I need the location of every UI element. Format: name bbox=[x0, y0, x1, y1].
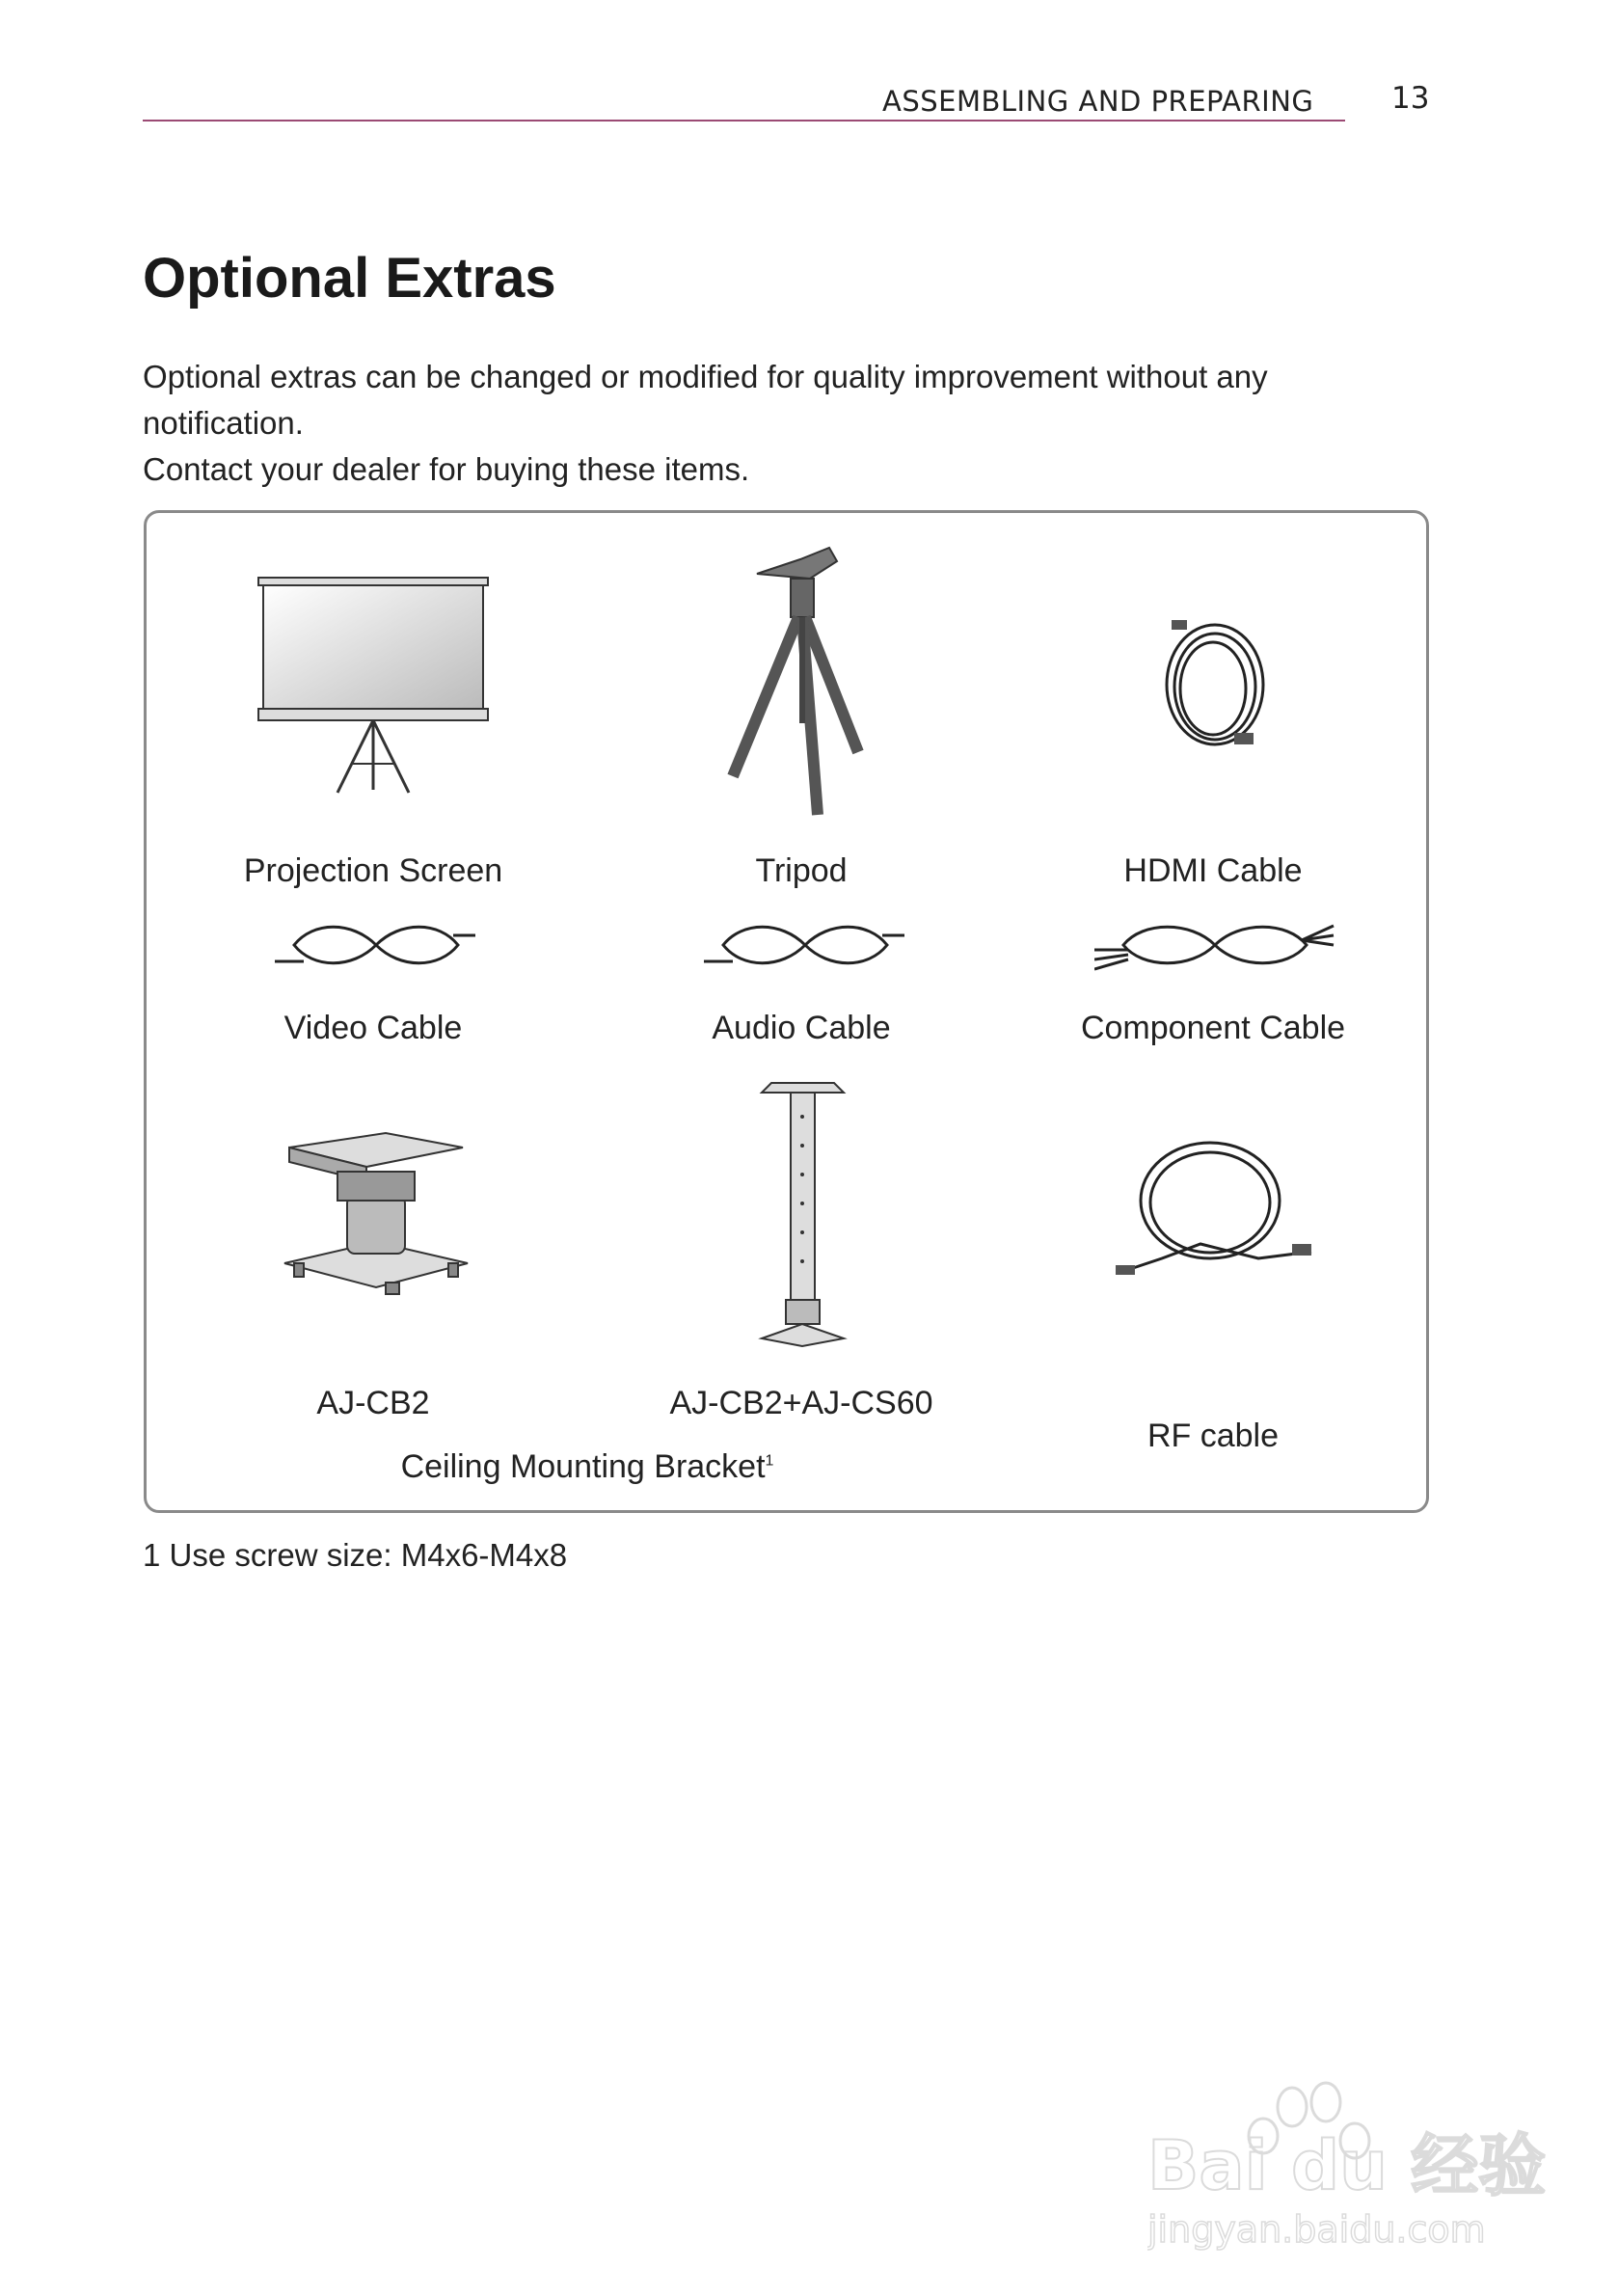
footnote: 1 Use screw size: M4x6-M4x8 bbox=[143, 1537, 568, 1573]
item-label-projection-screen: Projection Screen bbox=[243, 852, 503, 889]
projection-screen-icon bbox=[256, 573, 492, 795]
section-header: ASSEMBLING AND PREPARING bbox=[882, 85, 1314, 118]
svg-text:jingyan.baidu.com: jingyan.baidu.com bbox=[1147, 2208, 1486, 2251]
item-label-hdmi-cable: HDMI Cable bbox=[1123, 852, 1303, 889]
page-number: 13 bbox=[1391, 81, 1430, 116]
item-label-video-cable: Video Cable bbox=[283, 1010, 463, 1046]
ceiling-bracket-icon bbox=[280, 1128, 472, 1302]
item-label-audio-cable: Audio Cable bbox=[712, 1010, 891, 1046]
rf-cable-icon bbox=[1114, 1138, 1316, 1283]
header-divider bbox=[143, 120, 1345, 122]
tripod-icon bbox=[714, 540, 887, 824]
item-label-component-cable: Component Cable bbox=[1080, 1010, 1346, 1046]
intro-line-1: Optional extras can be changed or modified for quality improvement without any bbox=[143, 359, 1268, 394]
footnote-mark: 1 bbox=[765, 1452, 774, 1470]
item-label-aj-cb2-cs60: AJ-CB2+AJ-CS60 bbox=[669, 1385, 933, 1421]
hdmi-cable-icon bbox=[1157, 617, 1273, 752]
audio-cable-icon bbox=[704, 921, 906, 969]
component-cable-icon bbox=[1094, 916, 1335, 979]
intro-line-2: notification. bbox=[143, 405, 304, 441]
item-label-tripod: Tripod bbox=[755, 852, 848, 889]
video-cable-icon bbox=[275, 921, 477, 969]
ceiling-bracket-pole-icon bbox=[757, 1078, 849, 1348]
item-label-rf-cable: RF cable bbox=[1146, 1418, 1280, 1454]
page-title: Optional Extras bbox=[143, 247, 556, 310]
svg-text:Bai du 经验: Bai du 经验 bbox=[1147, 2126, 1547, 2205]
item-label-aj-cb2: AJ-CB2 bbox=[316, 1385, 430, 1421]
group-label-ceiling-bracket bbox=[401, 1448, 774, 1486]
baidu-watermark-logo bbox=[1147, 2064, 1552, 2256]
intro-line-3: Contact your dealer for buying these items. bbox=[143, 451, 750, 487]
group-label-text: Ceiling Mounting Bracket bbox=[400, 1448, 766, 1485]
